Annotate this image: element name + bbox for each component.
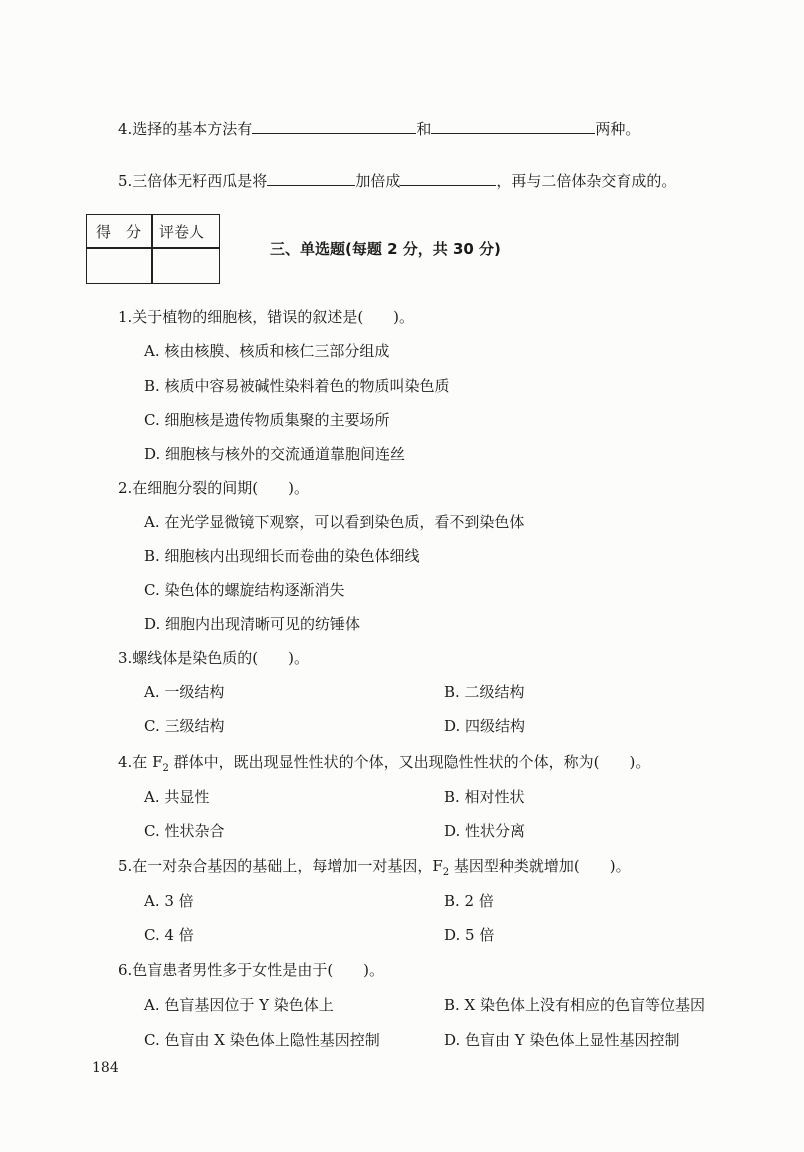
answer-blank-2	[431, 119, 595, 134]
question-4-option-b: B. 相对性状	[444, 788, 525, 806]
question-1-option-a: A. 核由核膜、核质和核仁三部分组成	[144, 342, 390, 360]
question-6-option-c: C. 色盲由 X 染色体上隐性基因控制	[144, 1031, 380, 1049]
score-table-divider	[87, 247, 219, 249]
question-2-stem: 2.在细胞分裂的间期( )。	[118, 479, 310, 497]
q5-prefix: 5.三倍体无籽西瓜是将	[118, 172, 268, 190]
question-2-option-a: A. 在光学显微镜下观察，可以看到染色质，看不到染色体	[144, 513, 525, 531]
answer-blank-3	[267, 171, 355, 186]
q4-suffix: 两种。	[595, 120, 641, 138]
answer-blank-1	[252, 119, 416, 134]
question-3-option-c: C. 三级结构	[144, 717, 225, 735]
q4-prefix: 4.选择的基本方法有	[118, 120, 253, 138]
question-5-stem-end: 基因型种类就增加( )。	[449, 857, 631, 875]
fill-in-question-5	[118, 171, 676, 191]
question-3-option-a: A. 一级结构	[144, 683, 225, 701]
fill-in-question-4	[118, 119, 640, 139]
q5-middle: 加倍成	[355, 172, 401, 190]
question-3-option-d: D. 四级结构	[444, 717, 526, 735]
question-1-stem: 1.关于植物的细胞核，错误的叙述是( )。	[118, 308, 415, 326]
question-1-option-c: C. 细胞核是遗传物质集聚的主要场所	[144, 411, 390, 429]
question-6-stem: 6.色盲患者男性多于女性是由于( )。	[118, 961, 385, 979]
question-1-option-b: B. 核质中容易被碱性染料着色的物质叫染色质	[144, 377, 450, 395]
question-5-option-d: D. 5 倍	[444, 926, 495, 944]
question-5-option-b: B. 2 倍	[444, 892, 494, 910]
question-5-option-a: A. 3 倍	[144, 892, 194, 910]
question-5-subscript: 2	[442, 867, 450, 878]
question-4-stem	[118, 752, 650, 779]
question-5-stem-start: 5.在一对杂合基因的基础上，每增加一对基因，F	[118, 857, 443, 875]
question-5-stem	[118, 856, 631, 883]
question-3-stem: 3.螺线体是染色质的( )。	[118, 649, 310, 667]
question-4-stem-end: 群体中，既出现显性性状的个体，又出现隐性性状的个体，称为( )。	[168, 753, 651, 771]
question-4-stem-start: 4.在 F	[118, 753, 163, 771]
score-table	[86, 214, 220, 284]
question-3-option-b: B. 二级结构	[444, 683, 525, 701]
section-title: 三、单选题(每题 2 分，共 30 分)	[270, 240, 501, 258]
question-2-option-d: D. 细胞内出现清晰可见的纺锤体	[144, 615, 361, 633]
question-2-option-b: B. 细胞核内出现细长而卷曲的染色体细线	[144, 547, 420, 565]
score-table-divider	[151, 215, 153, 283]
question-6-option-a: A. 色盲基因位于 Y 染色体上	[144, 996, 334, 1014]
question-4-option-a: A. 共显性	[144, 788, 210, 806]
question-4-subscript: 2	[162, 763, 169, 774]
score-table-header-grader: 评卷人	[159, 223, 205, 241]
question-1-option-d: D. 细胞核与核外的交流通道靠胞间连丝	[144, 445, 406, 463]
q5-suffix: ，再与二倍体杂交育成的。	[496, 172, 677, 190]
question-6-option-b: B. X 染色体上没有相应的色盲等位基因	[444, 996, 706, 1014]
question-5-option-c: C. 4 倍	[144, 926, 194, 944]
page-number: 184	[92, 1060, 119, 1076]
q4-middle: 和	[416, 120, 432, 138]
question-2-option-c: C. 染色体的螺旋结构逐渐消失	[144, 581, 345, 599]
question-4-option-c: C. 性状杂合	[144, 822, 225, 840]
question-6-option-d: D. 色盲由 Y 染色体上显性基因控制	[444, 1031, 680, 1049]
answer-blank-4	[400, 171, 496, 186]
question-4-option-d: D. 性状分离	[444, 822, 526, 840]
score-table-header-score: 得 分	[96, 223, 142, 241]
